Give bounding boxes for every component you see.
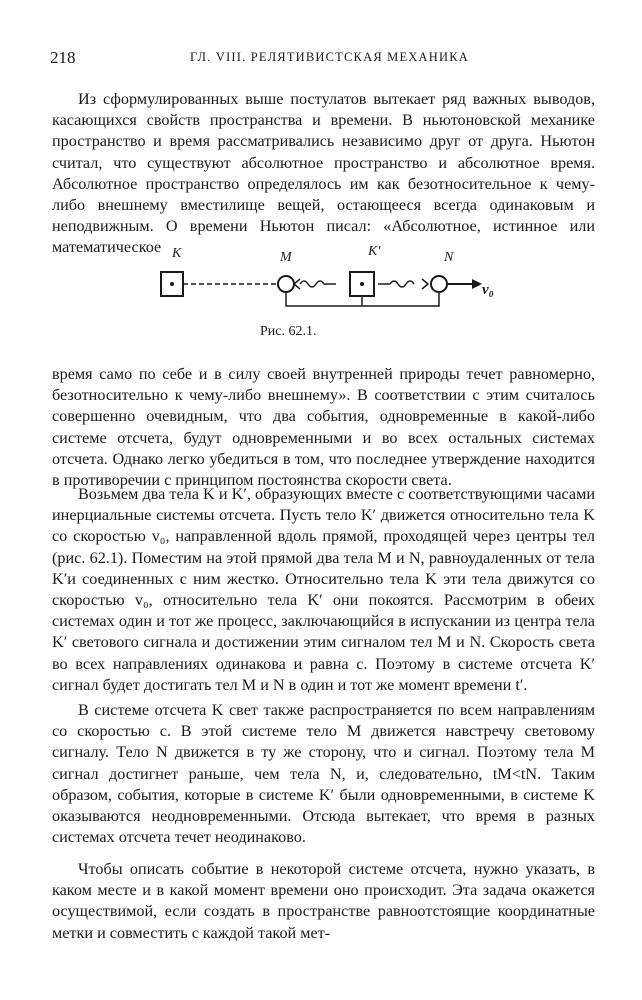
signal-wave-n [378, 281, 414, 287]
label-v0: v₀ [482, 282, 494, 298]
figure-caption: Рис. 62.1. [260, 324, 317, 339]
page-header [40, 48, 600, 70]
body-k-prime-center [360, 282, 364, 286]
signal-arrow-n [422, 279, 428, 289]
signal-wave-m [300, 281, 336, 287]
body-m-circle [278, 276, 294, 292]
running-head: ГЛ. VIII. РЕЛЯТИВИСТСКАЯ МЕХАНИКА [190, 50, 470, 64]
figure-62-1 [150, 244, 510, 349]
body-n-circle [431, 276, 447, 292]
paragraph-1: Из сформулированных выше постулатов вытекает ряд важных выводов, касающихся свойств пространства и времени. В ньютоновской механике пространство и время рассматривались независимо друг от друга. Ньютон считал, что существуют абсолютное пространство и абсолютное время. Абсолютное пространство определялось им как безотносительное к чему-либо внешнему вместилище вещей, остающееся всегда одинаковым и неподвижным. О времени Ньютон писал: «Абсолютное, истинное или математическое [52, 90, 595, 257]
body-k-center [170, 282, 174, 286]
label-m: M [280, 250, 292, 265]
label-k: K [172, 246, 182, 261]
label-n: N [444, 250, 454, 265]
paragraph-2: время само по себе и в силу своей внутренней природы течет равномерно, безотносительно к чему-либо внешнему». В соответствии с этим считалось совершенно очевидным, что два события, одновременные в какой-либо системе отсчета, будут одновременными и во всех остальных системах отсчета. Однако легко убедиться в том, что последнее утверждение находится в противоречии с принципом постоянства скорости света. [52, 365, 595, 490]
paragraph-5: Чтобы описать событие в некоторой системе отсчета, нужно указать, в каком месте и в какой момент времени оно происходит. Эта задача окажется осуществимой, если создать в пространстве равноотстоящие координатные метки и совместить с каждой такой мет- [52, 860, 595, 942]
paragraph-4: В системе отсчета K свет также распространяется по всем направлениям со скоростью c. В этой системе тело M движется навстречу световому сигналу. Тело N движется в ту же сторону, что и сигнал. Поэтому тела M сигнал достигнет раньше, чем тела N, и, следовательно, tM<tN. Таким образом, события, которые в системе K′ были одновременными, в системе K оказываются неодновременными. Отсюда вытекает, что время в разных системах отсчета течет неодинаково. [52, 701, 595, 847]
page-number: 218 [50, 48, 76, 67]
paragraph-3: Возьмем два тела K и K′, образующих вместе с соответствующими часами инерциальные системы отсчета. Пусть тело K′ движется относительно тела K со скоростью v₀, направленной вдоль прямой, проходящей через центры тел (рис. 62.1). Поместим на этой прямой два тела M и N, равноудаленных от тела K′и соединенных с ним жестко. Относительно тела K эти тела движутся со скоростью v₀, относительно тела K′ они покоятся. Рассмотрим в обеих системах один и тот же процесс, заключающийся в испускании из центра тела K′ светового сигнала и достижении этим сигналом тел M и N. Скорость света во всех направлениях одинакова и равна c. Поэтому в системе отсчета K′ сигнал будет достигать тел M и N в один и тот же момент времени t′. [52, 485, 595, 694]
signal-arrow-m [294, 279, 300, 289]
velocity-arrowhead [472, 279, 482, 289]
label-k-prime: K′ [368, 244, 381, 259]
figure-diagram [150, 244, 510, 324]
